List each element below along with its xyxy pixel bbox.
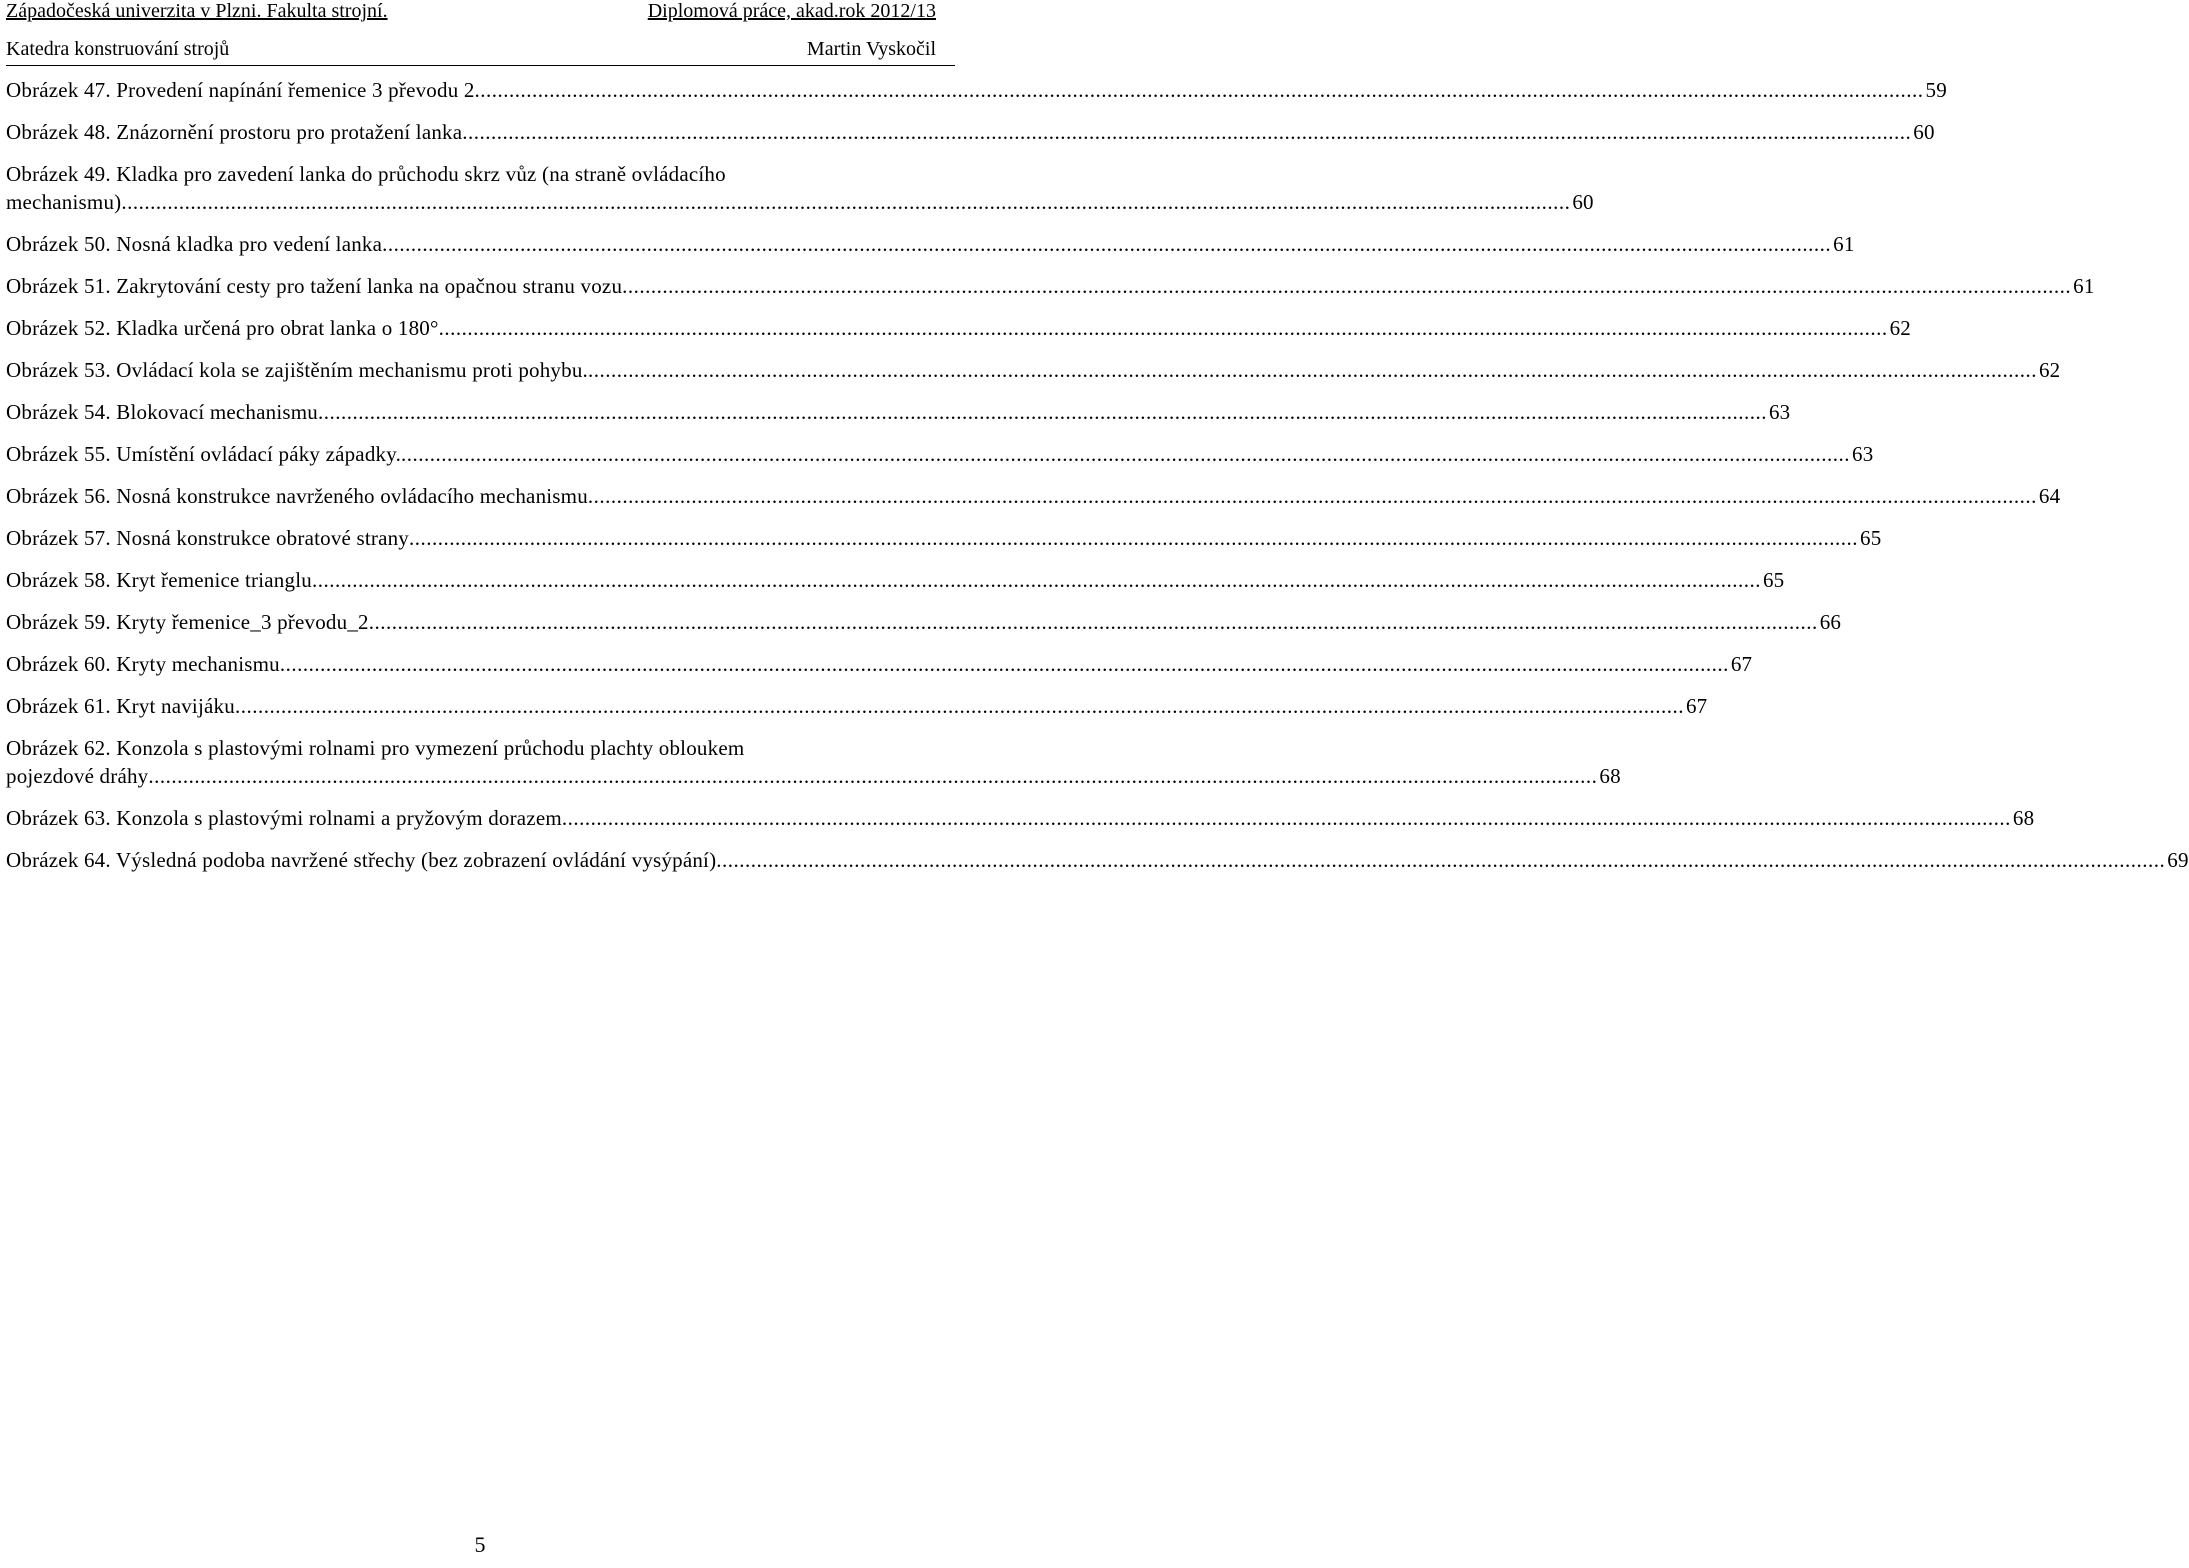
toc-entry-page: 63 bbox=[1852, 442, 1874, 466]
toc-leader-dots bbox=[280, 650, 1729, 678]
toc-entry-text: Obrázek 47. Provedení napínání řemenice 3 převodu 2 bbox=[6, 78, 475, 102]
header-university: Západočeská univerzita v Plzni. Fakulta strojní. bbox=[6, 0, 388, 22]
toc-entry-text: Obrázek 59. Kryty řemenice_3 převodu_2 bbox=[6, 610, 369, 634]
toc-entry-page: 61 bbox=[1833, 232, 1855, 256]
toc-entry[interactable] bbox=[6, 398, 1791, 426]
toc-entry-page: 68 bbox=[2012, 806, 2035, 830]
toc-entry-text: mechanismu) bbox=[6, 190, 122, 214]
toc-entry-page: 61 bbox=[2073, 274, 2095, 298]
toc-entry[interactable] bbox=[6, 804, 2035, 832]
toc-entry-page: 60 bbox=[1913, 120, 1935, 144]
toc-entry[interactable] bbox=[6, 160, 1594, 216]
toc-entry-text: Obrázek 52. Kladka určená pro obrat lanka o 180° bbox=[6, 316, 439, 340]
toc-entry-text: Obrázek 64. Výsledná podoba navržené střechy (bez zobrazení ovládání vysýpání) bbox=[6, 848, 717, 872]
toc-entry-page: 65 bbox=[1860, 526, 1882, 550]
toc-entry-page: 68 bbox=[1599, 764, 1621, 788]
toc-entry-text: Obrázek 50. Nosná kladka pro vedení lanka bbox=[6, 232, 383, 256]
toc-entry[interactable] bbox=[6, 524, 1882, 552]
toc-entry[interactable] bbox=[6, 608, 1842, 636]
toc-entry-page: 60 bbox=[1572, 190, 1594, 214]
toc-leader-dots bbox=[462, 118, 1911, 146]
toc-entry-page: 65 bbox=[1762, 568, 1785, 592]
page-number: 5 bbox=[474, 1532, 486, 1557]
toc-entry-page: 63 bbox=[1768, 400, 1791, 424]
toc-entry[interactable] bbox=[6, 272, 2095, 300]
toc-entry[interactable] bbox=[6, 230, 1855, 258]
toc-entry[interactable] bbox=[6, 314, 1911, 342]
toc-entry-page: 62 bbox=[1889, 316, 1911, 340]
toc-entry-text: Obrázek 55. Umístění ovládací páky západky. bbox=[6, 442, 402, 466]
toc-entry-page: 67 bbox=[1730, 652, 1753, 676]
toc-entry-page: 59 bbox=[1925, 78, 1947, 102]
toc-leader-dots bbox=[409, 524, 1858, 552]
toc-entry[interactable] bbox=[6, 692, 1708, 720]
toc-entry[interactable] bbox=[6, 76, 1947, 104]
toc-entry-text: Obrázek 48. Znázornění prostoru pro protažení lanka bbox=[6, 120, 463, 144]
toc-entry-page: 64 bbox=[2038, 484, 2061, 508]
toc-entry[interactable] bbox=[6, 440, 1874, 468]
toc-entry-text: Obrázek 56. Nosná konstrukce navrženého ovládacího mechanismu bbox=[6, 484, 588, 508]
toc-entry[interactable] bbox=[6, 118, 1935, 146]
toc-leader-dots bbox=[439, 314, 1888, 342]
toc-leader-dots bbox=[369, 608, 1818, 636]
header-author: Martin Vyskočil bbox=[806, 38, 936, 60]
toc-leader-dots bbox=[148, 762, 1597, 790]
header-divider bbox=[6, 65, 955, 66]
toc-leader-dots bbox=[382, 230, 1831, 258]
toc-entry[interactable] bbox=[6, 650, 1753, 678]
toc-leader-dots bbox=[562, 804, 2011, 832]
toc-leader-dots bbox=[312, 566, 1761, 594]
toc-entry-page: 66 bbox=[1819, 610, 1842, 634]
toc-leader-dots bbox=[475, 76, 1924, 104]
toc-entry-text: pojezdové dráhy bbox=[6, 764, 149, 788]
toc-entry-text: Obrázek 58. Kryt řemenice trianglu bbox=[6, 568, 312, 592]
toc-entry-text: Obrázek 57. Nosná konstrukce obratové strany bbox=[6, 526, 410, 550]
toc-leader-dots bbox=[235, 692, 1684, 720]
toc-entry[interactable] bbox=[6, 846, 2189, 874]
toc-entry-text-line1: Obrázek 62. Konzola s plastovými rolnami pro vymezení průchodu plachty obloukem bbox=[6, 736, 745, 760]
toc-entry-page: 69 bbox=[2167, 848, 2189, 872]
toc-entry-page: 67 bbox=[1685, 694, 1708, 718]
toc-entry[interactable] bbox=[6, 734, 1621, 790]
toc-leader-dots bbox=[622, 272, 2071, 300]
toc-entry-text: Obrázek 63. Konzola s plastovými rolnami a pryžovým dorazem bbox=[6, 806, 562, 830]
toc-entry-text: Obrázek 53. Ovládací kola se zajištěním mechanismu proti pohybu. bbox=[6, 358, 588, 382]
toc-entry-text: Obrázek 51. Zakrytování cesty pro tažení lanka na opačnou stranu vozu bbox=[6, 274, 623, 298]
toc-leader-dots bbox=[716, 846, 2165, 874]
list-of-figures bbox=[6, 76, 2189, 888]
toc-leader-dots bbox=[588, 482, 2037, 510]
toc-leader-dots bbox=[121, 188, 1570, 216]
toc-entry-text: Obrázek 54. Blokovací mechanismu bbox=[6, 400, 318, 424]
toc-entry-text: Obrázek 61. Kryt navijáku bbox=[6, 694, 235, 718]
toc-entry-text-line1: Obrázek 49. Kladka pro zavedení lanka do průchodu skrz vůz (na straně ovládacího bbox=[6, 162, 726, 186]
toc-leader-dots bbox=[401, 440, 1850, 468]
header-thesis: Diplomová práce, akad.rok 2012/13 bbox=[647, 0, 936, 22]
toc-entry[interactable] bbox=[6, 566, 1785, 594]
toc-leader-dots bbox=[588, 356, 2037, 384]
toc-entry[interactable] bbox=[6, 482, 2061, 510]
toc-entry-page: 62 bbox=[2038, 358, 2061, 382]
toc-leader-dots bbox=[318, 398, 1767, 426]
toc-entry-text: Obrázek 60. Kryty mechanismu bbox=[6, 652, 280, 676]
toc-entry[interactable] bbox=[6, 356, 2061, 384]
header-department: Katedra konstruování strojů bbox=[6, 38, 230, 60]
